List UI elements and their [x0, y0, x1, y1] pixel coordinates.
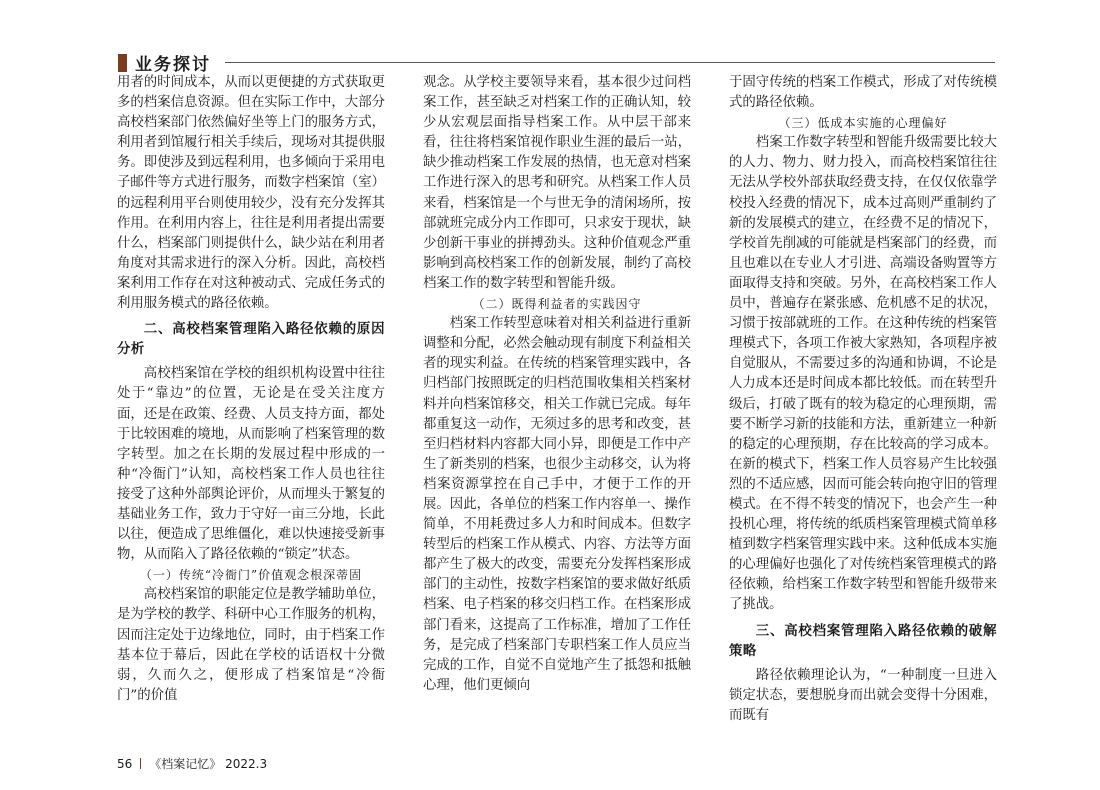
section-heading: 二、高校档案管理陷入路径依赖的原因分析: [117, 322, 385, 358]
journal-name: 《档案记忆》: [149, 757, 222, 771]
subsection-heading: （一）传统“冷衙门”价值观念根深蒂固: [139, 568, 363, 583]
column-3: [729, 73, 997, 745]
page-number: 56: [117, 757, 133, 771]
paragraph: 高校档案馆在学校的组织机构设置中往往处于“靠边”的位置，无论是在受关注度方面，还是在政策、经费、人员支持方面，都处于比较困难的境地，从而影响了档案管理的数字转型。加之在长期的发展过程中形成的一种“冷衙门”认知，高校档案工作人员也往往接受了这种外部舆论评价，从而埋头于繁复的基础业务工作，致力于守好一亩三分地，长此以往，便造成了思维僵化，难以快速接受新事物，从而陷入了路径依赖的“锁定”状态。: [117, 366, 385, 563]
section-heading: 三、高校档案管理陷入路径依赖的破解策略: [729, 623, 997, 659]
paragraph: 档案工作转型意味着对相关利益进行重新调整和分配，必然会触动现有制度下利益相关者的现实利益。在传统的档案管理实践中，各归档部门按照既定的归档范围收集相关档案材料并向档案馆移交，相关工作就已完成。每年都重复这一动作，无须过多的思考和改变，甚至归档材料内容都大同小异，即便是工作中产生了新类别的档案，也很少主动移交，认为将档案资源掌控在自己手中，才便于工作的开展。因此，各单位的档案工作内容单一、操作简单，不用耗费过多人力和时间成本。但数字转型后的档案工作从模式、内容、方法等方面都产生了极大的改变，需要充分发挥档案形成部门的主动性，按数字档案馆的要求做好纸质档案、电子档案的移交归档工作。在档案形成部门看来，这提高了工作标准，增加了工作任务，是完成了档案部门专职档案工作人员应当完成的工作，自觉不自觉地产生了抵怨和抵触心理，他们更倾向: [423, 316, 691, 693]
column-2: [423, 73, 691, 745]
issue-number: 2022.3: [225, 757, 268, 771]
paragraph: 于固守传统的档案工作模式，形成了对传统模式的路径依赖。: [729, 75, 997, 111]
footer-separator: [140, 758, 141, 769]
header-rule: [225, 62, 995, 63]
page-footer: [117, 755, 267, 772]
subsection-heading: （三）低成本实施的心理偏好: [778, 116, 948, 131]
section-title: 业务探讨: [135, 55, 211, 75]
paragraph: 高校档案馆的职能定位是教学辅助单位，是为学校的教学、科研中心工作服务的机构，因而注定处于边缘地位，同时，由于档案工作基本位于幕后，因此在学校的话语权十分微弱，久而久之，便形成了档案馆是“冷衙门”的价值: [117, 587, 385, 703]
paragraph: 观念。从学校主要领导来看，基本很少过问档案工作，甚至缺乏对档案工作的正确认知，较少从宏观层面指导档案工作。从中层干部来看，往往将档案馆视作职业生涯的最后一站，缺少推动档案工作发展的热情，也无意对档案工作进行深入的思考和研究。从档案工作人员来看，档案馆是一个与世无争的清闲场所，按部就班完成分内工作即可，只求安于现状，缺少创新干事业的拼搏劲头。这种价值观念严重影响到高校档案工作的创新发展，制约了高校档案工作的数字转型和智能升级。: [423, 75, 691, 291]
paragraph: 用者的时间成本，从而以更便捷的方式获取更多的档案信息资源。但在实际工作中，大部分高校档案部门依然偏好坐等上门的服务方式，利用者到馆履行相关手续后，现场对其提供服务。即使涉及到远程利用，也多倾向于采用电子邮件等方式进行服务，而数字档案馆（室）的远程利用平台则使用较少，没有充分发挥其作用。在利用内容上，往往是利用者提出需要什么，档案部门则提供什么，缺少站在利用者角度对其需求进行的深入分析。因此，高校档案利用工作存在对这种被动式、完成任务式的利用服务模式的路径依赖。: [117, 75, 385, 312]
column-1: [117, 73, 385, 745]
subsection-heading: （二）既得利益者的实践因守: [472, 297, 642, 312]
paragraph: 路径依赖理论认为，“一种制度一旦进入锁定状态，要想脱身而出就会变得十分困难，而既有: [729, 667, 997, 723]
paragraph: 档案工作数字转型和智能升级需要比较大的人力、物力、财力投入，而高校档案馆往往无法从学校外部获取经费支持，在仅仅依靠学校投入经费的情况下，成本过高则严重制约了新的发展模式的建立，在经费不足的情况下，学校首先削减的可能就是档案部门的经费，而且也难以在专业人才引进、高端设备购置等方面取得支持和突破。另外，在高校档案工作人员中，普遍存在紧张感、危机感不足的状况，习惯于按部就班的工作。在这种传统的档案管理模式下，各项工作被大家熟知，各项程序被自觉服从，不需要过多的沟通和协调，不论是人力成本还是时间成本都比较低。而在转型升级后，打破了既有的较为稳定的心理预期，需要不断学习新的技能和方法，重新建立一种新的稳定的心理预期，存在比较高的学习成本。在新的模式下，档案工作人员容易产生比较强烈的不适应感，因而可能会转向抱守旧的管理模式。在不得不转变的情况下，也会产生一种投机心理，将传统的纸质档案管理模式简单移植到数字档案管理实践中来。这种低成本实施的心理偏好也强化了对传统档案管理模式的路径依赖，给档案工作数字转型和智能升级带来了挑战。: [729, 135, 997, 613]
section-header-bar: [118, 54, 127, 72]
